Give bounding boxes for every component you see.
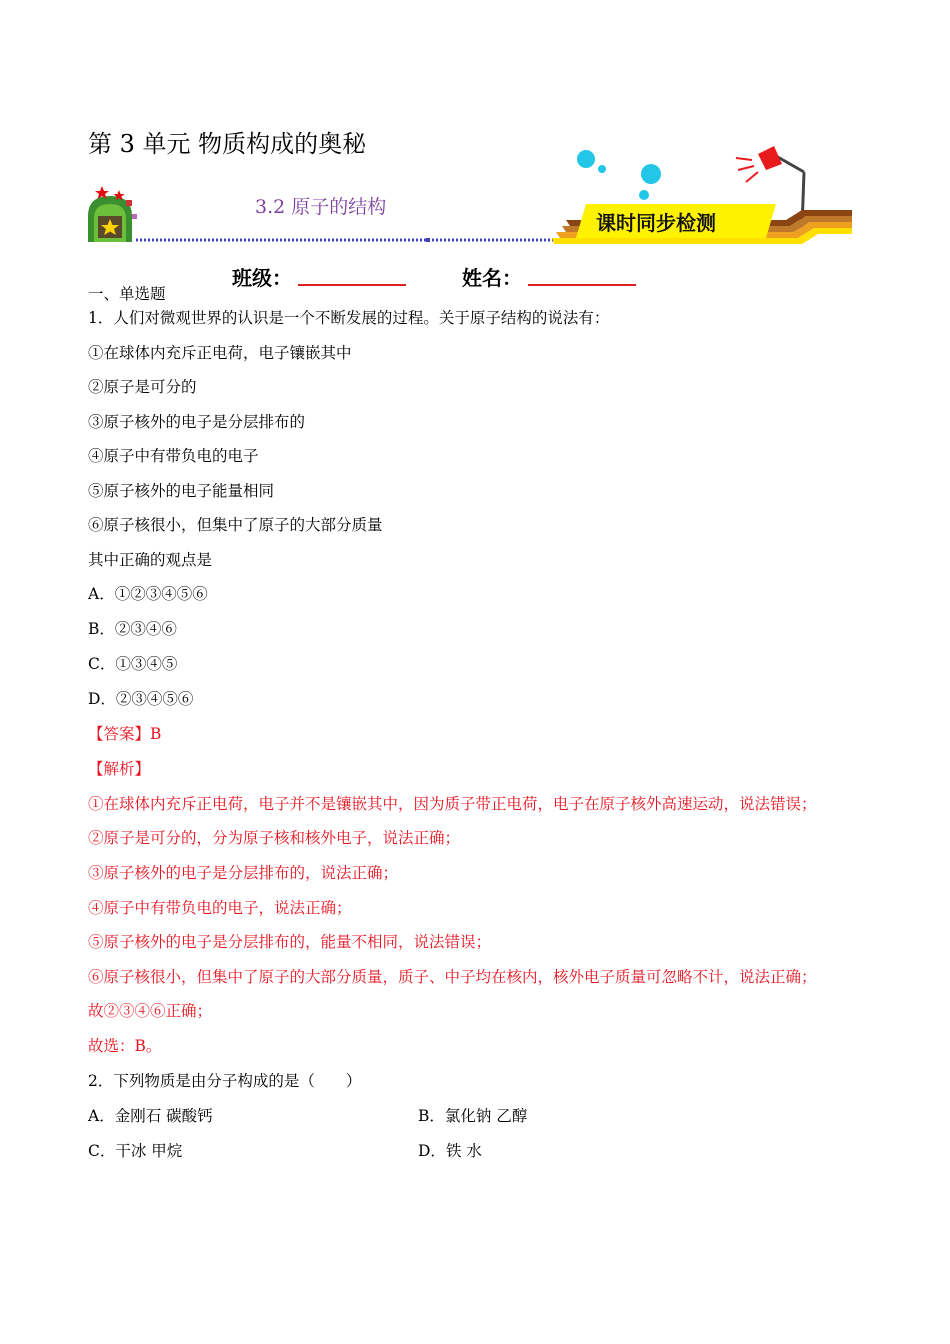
q2-option-c: C．干冰 甲烷 xyxy=(88,1142,183,1160)
q1-statement: ④原子中有带负电的电子 xyxy=(88,447,259,465)
badge-text: 课时同步检测 xyxy=(596,211,716,235)
q1-statement: ③原子核外的电子是分层排布的 xyxy=(88,413,306,431)
analysis-line: ③原子核外的电子是分层排布的，说法正确； xyxy=(88,864,399,882)
q1-statement: ①在球体内充斥正电荷，电子镶嵌其中 xyxy=(88,344,352,362)
analysis-line: ②原子是可分的，分为原子核和核外电子，说法正确； xyxy=(88,829,461,847)
q2-stem: 2．下列物质是由分子构成的是（ ） xyxy=(88,1072,362,1090)
q1-statement: ⑤原子核外的电子能量相同 xyxy=(88,482,275,500)
q1-prompt: 其中正确的观点是 xyxy=(88,551,213,569)
answer-value: B xyxy=(150,725,162,743)
q1-option-a: A．①②③④⑤⑥ xyxy=(88,585,208,603)
analysis-line: ①在球体内充斥正电荷，电子并不是镶嵌其中，因为质子带正电荷，电子在原子核外高速运动，说法错误； xyxy=(88,795,817,813)
star-emblem-icon xyxy=(88,186,137,242)
analysis-line: ⑤原子核外的电子是分层排布的，能量不相同，说法错误； xyxy=(88,933,492,951)
q1-option-c: C．①③④⑤ xyxy=(88,655,178,673)
class-label: 班级： xyxy=(232,266,292,290)
section-heading: 一、单选题 xyxy=(88,285,166,303)
q1-statement: ②原子是可分的 xyxy=(88,378,197,396)
class-blank[interactable] xyxy=(298,284,406,286)
section-title: 3.2 原子的结构 xyxy=(255,196,387,218)
q1-answer xyxy=(88,722,161,744)
q1-option-b: B．②③④⑥ xyxy=(88,620,177,638)
q1-statement: ⑥原子核很小，但集中了原子的大部分质量 xyxy=(88,516,383,534)
analysis-line: ⑥原子核很小，但集中了原子的大部分质量，质子、中子均在核内，核外电子质量可忽略不计，说法正确； xyxy=(88,968,817,986)
q1-option-d: D．②③④⑤⑥ xyxy=(88,690,194,708)
header-banner xyxy=(86,146,856,250)
q2-option-b: B．氯化钠 乙醇 xyxy=(418,1107,528,1125)
q1-stem: 1．人们对微观世界的认识是一个不断发展的过程。关于原子结构的说法有： xyxy=(88,309,610,327)
unit-title: 第 3 单元 物质构成的奥秘 xyxy=(88,130,367,158)
analysis-line: 故选：B。 xyxy=(88,1037,162,1055)
analysis-label: 【解析】 xyxy=(88,760,151,778)
analysis-line: ④原子中有带负电的电子，说法正确； xyxy=(88,899,352,917)
q2-option-a: A．金刚石 碳酸钙 xyxy=(88,1107,213,1125)
analysis-line: 故②③④⑥正确； xyxy=(88,1002,213,1020)
name-blank[interactable] xyxy=(528,284,636,286)
name-label: 姓名： xyxy=(462,266,522,290)
answer-label: 【答案】 xyxy=(88,725,151,743)
q2-option-d: D．铁 水 xyxy=(418,1142,482,1160)
